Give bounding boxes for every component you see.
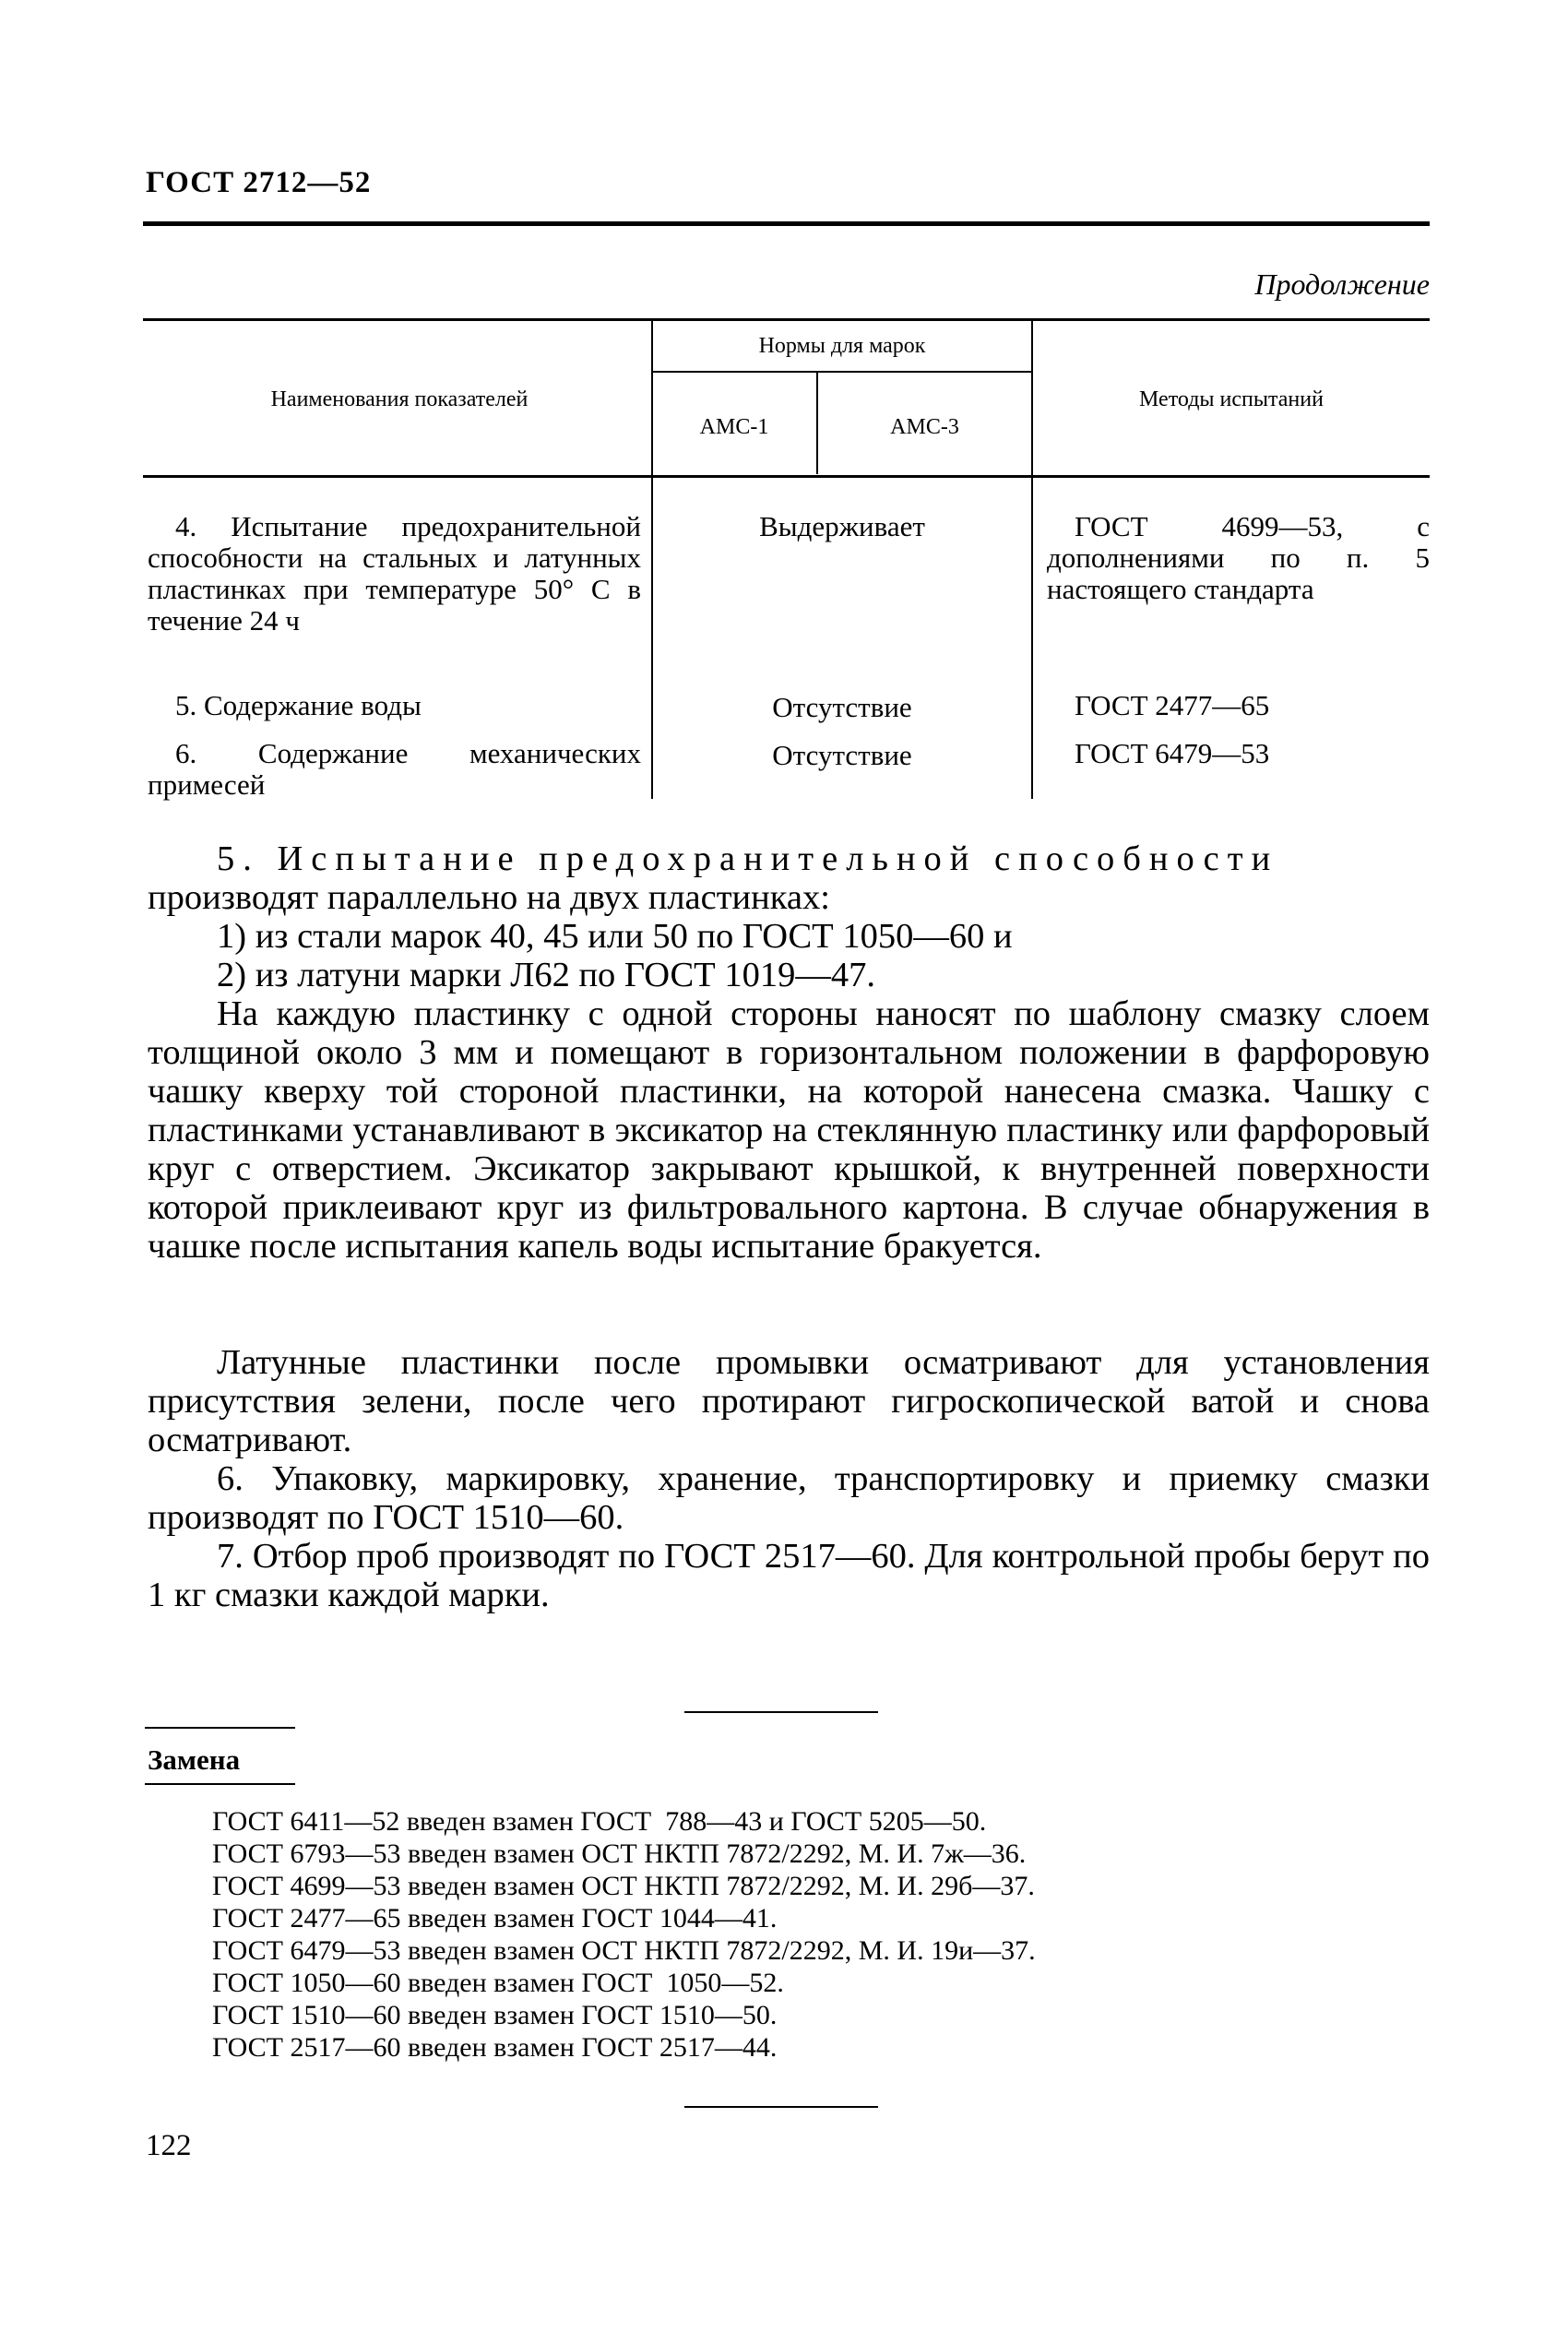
table-header-rule (143, 475, 1430, 478)
clause-5-intro: производят параллельно на двух пластинках: (148, 878, 830, 917)
replacement-item: ГОСТ 6411—52 введен взамен ГОСТ 788—43 и ГОСТ 5205—50. (212, 1806, 987, 1837)
table-row-method: ГОСТ 2477—65 (1075, 689, 1270, 721)
replacements-title: Замена (148, 1743, 241, 1776)
column-header-indicator: Наименования показателей (270, 387, 529, 411)
replacement-item: ГОСТ 1510—60 введен взамен ГОСТ 1510—50. (212, 2000, 778, 2030)
section-separator (684, 1711, 878, 1713)
norms-table (0, 0, 1568, 830)
column-header-methods: Методы испытаний (1139, 387, 1324, 411)
document-header: ГОСТ 2712—52 (146, 166, 372, 199)
table-row-norm: Отсутствие (772, 691, 912, 723)
table-row-norm: Выдерживает (759, 510, 925, 542)
continuation-label: Продолжение (1254, 268, 1430, 301)
column-header-ams1: АМС-1 (699, 415, 769, 439)
clause-7-paragraph (148, 1537, 1430, 1614)
clause-5-title: 5. Испытание предохранительной способности (217, 839, 1279, 878)
replacement-item: ГОСТ 4699—53 введен взамен ОСТ НКТП 7872/2292, М. И. 29б—37. (212, 1871, 1035, 1901)
list-item-text: 2) из латуни марки Л62 по ГОСТ 1019—47. (217, 956, 875, 994)
table-top-rule (143, 318, 1430, 321)
paragraph-text: Латунные пластинки после промывки осматривают для установления присутствия зелени, после чего протирают гигроскопической ватой и снова осматривают. (148, 1343, 1430, 1459)
brass-inspection-paragraph (148, 1343, 1430, 1459)
replacements-title-rule (145, 1727, 295, 1729)
table-divider (651, 321, 653, 799)
table-row-name: 4. Испытание предохранительной способности на стальных и латунных пластинках при температуре 50° С в течение 24 ч (148, 510, 641, 637)
page-number: 122 (146, 2129, 192, 2162)
replacements-title-rule (145, 1783, 295, 1785)
replacement-item: ГОСТ 2517—60 введен взамен ГОСТ 2517—44. (212, 2032, 778, 2063)
column-header-ams3: АМС-3 (890, 415, 959, 439)
column-header-norms: Нормы для марок (758, 334, 926, 358)
paragraph-text: 7. Отбор проб производят по ГОСТ 2517—60. Для контрольной пробы берут по 1 кг смазки каждой марки. (148, 1537, 1430, 1614)
table-row-name: 5. Содержание воды (175, 689, 422, 721)
table-row-method: ГОСТ 4699—53, с дополнениями по п. 5 настоящего стандарта (1047, 510, 1430, 605)
replacement-item: ГОСТ 1050—60 введен взамен ГОСТ 1050—52. (212, 1968, 784, 1998)
list-item (148, 917, 1430, 956)
test-method-paragraph (148, 994, 1430, 1266)
paragraph-text: 6. Упаковку, маркировку, хранение, транспортировку и приемку смазки производят по ГОСТ 1510—60. (148, 1459, 1430, 1537)
section-separator (684, 2106, 878, 2108)
table-row-method: ГОСТ 6479—53 (1075, 737, 1270, 769)
clause-6-paragraph (148, 1459, 1430, 1537)
clause-5-heading (148, 839, 1430, 878)
list-item-text: 1) из стали марок 40, 45 или 50 по ГОСТ 1050—60 и (217, 917, 1013, 956)
replacement-item: ГОСТ 6479—53 введен взамен ОСТ НКТП 7872/2292, М. И. 19и—37. (212, 1935, 1036, 1966)
table-row-norm: Отсутствие (772, 739, 912, 771)
replacement-item: ГОСТ 6793—53 введен взамен ОСТ НКТП 7872/2292, М. И. 7ж—36. (212, 1838, 1027, 1869)
paragraph-text: На каждую пластинку с одной стороны наносят по шаблону смазку слоем толщиной около 3 мм и помещают в горизонтальном положении в фарфоровую чашку кверху той стороной пластинки, на которой нанесена смазка. Чашку с пластинками устанавливают в эксикатор на стеклянную пластинку или фарфоровый круг с отверстием. Эксикатор закрывают крышкой, к внутренней поверхности которой приклеивают круг из фильтровального картона. В случае обнаружения в чашке после испытания капель воды испытание бракуется. (148, 994, 1430, 1266)
replacement-item: ГОСТ 2477—65 введен взамен ГОСТ 1044—41. (212, 1903, 778, 1933)
list-item (148, 956, 1430, 994)
table-row-name: 6. Содержание механических примесей (148, 737, 641, 801)
norms-subheader-rule (653, 371, 1033, 373)
